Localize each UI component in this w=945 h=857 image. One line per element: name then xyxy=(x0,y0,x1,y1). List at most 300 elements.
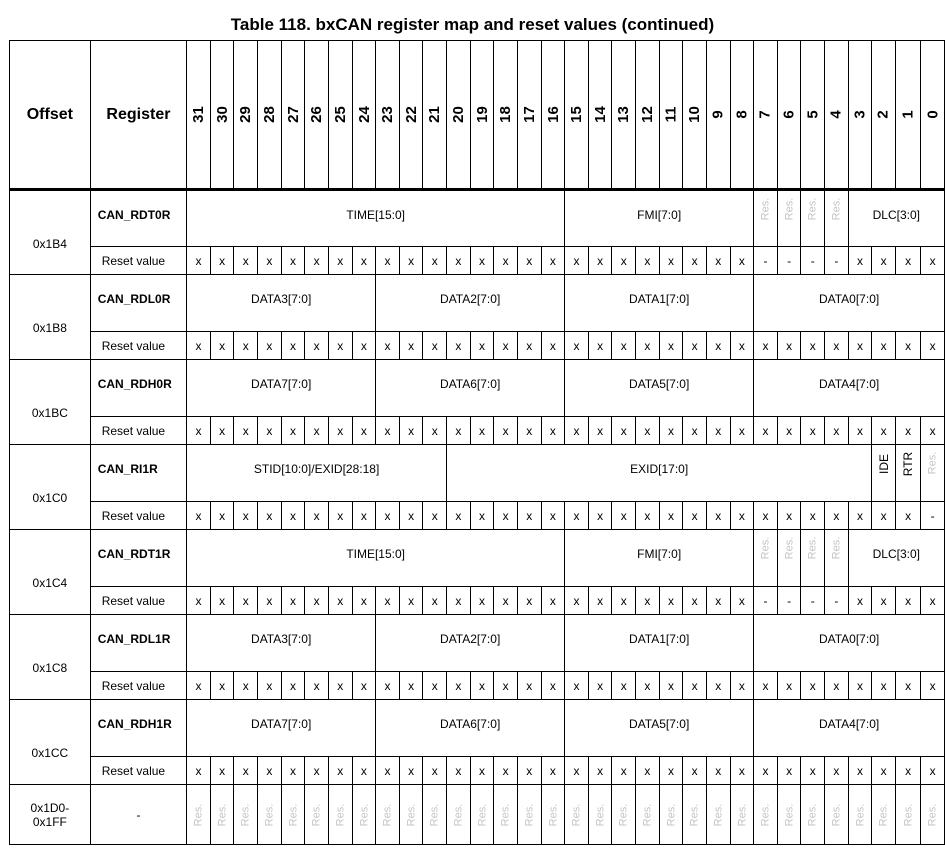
reset-bit: x xyxy=(210,332,234,360)
bit-header-3 xyxy=(848,41,872,190)
reset-bit: x xyxy=(565,247,589,275)
reset-bit: x xyxy=(706,247,730,275)
reset-bit: x xyxy=(565,587,589,615)
reset-bit: x xyxy=(921,332,945,360)
reset-bit: x xyxy=(234,757,258,785)
reset-bit: x xyxy=(328,587,352,615)
bit-header-9 xyxy=(706,41,730,190)
reset-bit: x xyxy=(825,502,849,530)
bit-field: DATA2[7:0] xyxy=(376,275,565,332)
reset-bit: x xyxy=(921,672,945,700)
table-caption: Table 118. bxCAN register map and reset values (continued) xyxy=(230,15,715,34)
reset-bit: x xyxy=(210,757,234,785)
reset-bit: x xyxy=(872,587,896,615)
reset-bit: x xyxy=(234,247,258,275)
register-name: CAN_RDH0R xyxy=(90,360,186,417)
reset-bit: x xyxy=(281,757,305,785)
reset-bit: x xyxy=(683,247,707,275)
reset-bit: x xyxy=(659,502,683,530)
reset-bit: x xyxy=(258,332,282,360)
bit-number: 24 xyxy=(355,106,373,123)
reset-bit: x xyxy=(872,502,896,530)
reset-bit: x xyxy=(825,417,849,445)
reset-bit: x xyxy=(895,587,920,615)
reset-bit: x xyxy=(659,757,683,785)
reserved-field xyxy=(565,785,589,845)
reset-bit: x xyxy=(777,417,801,445)
reset-bit: x xyxy=(447,587,471,615)
reset-bit: x xyxy=(872,247,896,275)
bit-number: 10 xyxy=(686,106,704,123)
offset-cell: 0x1C8 xyxy=(10,615,91,700)
bit-number: 28 xyxy=(260,106,278,123)
reset-bit: x xyxy=(588,332,612,360)
reset-bit: x xyxy=(423,502,447,530)
reset-bit: - xyxy=(777,247,801,275)
reset-bit: x xyxy=(423,757,447,785)
register-row xyxy=(10,275,945,332)
reset-bit: x xyxy=(612,757,636,785)
reset-bit: x xyxy=(683,587,707,615)
reset-bit: x xyxy=(921,587,945,615)
register-map-table xyxy=(9,40,945,845)
reset-bit: x xyxy=(305,587,329,615)
reset-bit: x xyxy=(659,587,683,615)
reset-bit: x xyxy=(921,247,945,275)
reset-bit: x xyxy=(423,332,447,360)
bit-number: 27 xyxy=(284,106,302,123)
reset-bit: x xyxy=(872,672,896,700)
reserved-label: Res. xyxy=(830,197,843,221)
reset-bit: x xyxy=(730,247,754,275)
reset-bit: x xyxy=(399,247,423,275)
reset-bit: x xyxy=(636,672,660,700)
bit-field: FMI[7:0] xyxy=(565,530,754,587)
bit-header-31 xyxy=(187,41,211,190)
reserved-field xyxy=(234,785,258,845)
bit-number: 6 xyxy=(780,110,798,119)
reset-bit: x xyxy=(541,332,565,360)
bit-field: TIME[15:0] xyxy=(187,530,565,587)
reset-bit: x xyxy=(706,332,730,360)
bit-number: 19 xyxy=(473,106,491,123)
reset-bit: x xyxy=(494,757,518,785)
reset-bit: x xyxy=(921,417,945,445)
reset-bit: x xyxy=(305,247,329,275)
reset-bit: x xyxy=(258,672,282,700)
reserved-label: Res. xyxy=(877,803,890,826)
register-header: Register xyxy=(90,41,186,190)
bit-number: 0 xyxy=(924,110,942,119)
reset-bit: x xyxy=(376,332,400,360)
reset-bit: x xyxy=(895,417,920,445)
reserved-field xyxy=(328,785,352,845)
bit-header-28 xyxy=(258,41,282,190)
reserved-field xyxy=(754,190,778,247)
reset-bit: x xyxy=(848,587,872,615)
reset-bit: x xyxy=(352,332,376,360)
bit-field: DATA4[7:0] xyxy=(754,700,945,757)
bit-number: 7 xyxy=(756,110,774,119)
reserved-field xyxy=(376,785,400,845)
reset-bit: x xyxy=(376,417,400,445)
reset-bit: x xyxy=(612,332,636,360)
reserved-label: Res. xyxy=(334,803,347,826)
reset-bit: x xyxy=(706,502,730,530)
reset-bit: x xyxy=(825,757,849,785)
bit-header-5 xyxy=(801,41,825,190)
reset-bit: x xyxy=(565,672,589,700)
reserved-label: Res. xyxy=(926,451,939,475)
reset-bit: x xyxy=(872,417,896,445)
reset-bit: x xyxy=(494,417,518,445)
reserved-label: Res. xyxy=(452,803,465,826)
reset-bit: x xyxy=(588,587,612,615)
bit-header-1 xyxy=(895,41,920,190)
reset-bit: x xyxy=(187,417,211,445)
reserved-label: Res. xyxy=(499,803,512,826)
reset-bit: x xyxy=(399,672,423,700)
register-row xyxy=(10,360,945,417)
bit-field: DATA1[7:0] xyxy=(565,615,754,672)
reset-bit: x xyxy=(636,332,660,360)
bit-field: STID[10:0]/EXID[28:18] xyxy=(187,445,447,502)
reserved-field xyxy=(777,785,801,845)
reset-bit: x xyxy=(423,247,447,275)
reset-bit: x xyxy=(588,502,612,530)
reset-bit: x xyxy=(801,332,825,360)
reset-bit: x xyxy=(541,247,565,275)
reset-bit: x xyxy=(187,502,211,530)
bit-field: DATA0[7:0] xyxy=(754,275,945,332)
bit-header-10 xyxy=(683,41,707,190)
reserved-field xyxy=(921,445,945,502)
reset-bit: x xyxy=(234,502,258,530)
reset-bit: x xyxy=(494,332,518,360)
reset-bit: x xyxy=(234,417,258,445)
reset-bit: x xyxy=(730,502,754,530)
reset-bit: x xyxy=(541,417,565,445)
reset-bit: x xyxy=(352,502,376,530)
reset-bit: x xyxy=(683,502,707,530)
register-row xyxy=(10,190,945,247)
reset-bit: x xyxy=(730,587,754,615)
reset-bit: x xyxy=(210,502,234,530)
reset-bit: x xyxy=(659,672,683,700)
reset-bit: x xyxy=(210,587,234,615)
bit-header-24 xyxy=(352,41,376,190)
reset-bit: x xyxy=(777,757,801,785)
reset-bit: x xyxy=(447,247,471,275)
reset-bit: x xyxy=(328,672,352,700)
reset-bit: x xyxy=(588,247,612,275)
reset-bit: x xyxy=(730,332,754,360)
reserved-field xyxy=(423,785,447,845)
reset-bit: x xyxy=(305,332,329,360)
reserved-field xyxy=(659,785,683,845)
reset-bit: x xyxy=(187,587,211,615)
offset-cell: 0x1BC xyxy=(10,360,91,445)
reset-bit: x xyxy=(470,587,494,615)
reset-bit: x xyxy=(447,757,471,785)
reset-bit: x xyxy=(352,247,376,275)
reset-row xyxy=(10,587,945,615)
bit-field: DATA0[7:0] xyxy=(754,615,945,672)
reset-row xyxy=(10,332,945,360)
field-label: RTR xyxy=(901,451,916,477)
reserved-field xyxy=(825,190,849,247)
bit-number: 21 xyxy=(426,106,444,123)
register-name: CAN_RDL1R xyxy=(90,615,186,672)
register-row xyxy=(10,445,945,502)
reset-bit: x xyxy=(352,757,376,785)
reserved-label: Res. xyxy=(357,803,370,826)
reset-bit: x xyxy=(683,672,707,700)
reserved-field xyxy=(399,785,423,845)
reserved-label: Res. xyxy=(783,803,796,826)
reset-bit: x xyxy=(895,247,920,275)
reserved-field xyxy=(636,785,660,845)
reserved-field xyxy=(612,785,636,845)
bit-field: DATA5[7:0] xyxy=(565,360,754,417)
reset-bit: x xyxy=(258,417,282,445)
bit-field: DATA7[7:0] xyxy=(187,360,376,417)
reset-bit: x xyxy=(777,502,801,530)
reset-bit: x xyxy=(210,247,234,275)
bit-header-26 xyxy=(305,41,329,190)
reset-bit: x xyxy=(541,587,565,615)
offset-cell: 0x1D0- 0x1FF xyxy=(10,785,91,845)
bit-header-27 xyxy=(281,41,305,190)
reset-bit: x xyxy=(801,417,825,445)
reserved-label: Res. xyxy=(712,803,725,826)
bit-number: 20 xyxy=(449,106,467,123)
reserved-label: Res. xyxy=(759,536,772,560)
reset-bit: x xyxy=(754,757,778,785)
reserved-label: Res. xyxy=(830,803,843,826)
reset-bit: x xyxy=(565,332,589,360)
reset-bit: x xyxy=(612,672,636,700)
reserved-field xyxy=(281,785,305,845)
bit-number: 16 xyxy=(544,106,562,123)
reserved-label: Res. xyxy=(263,803,276,826)
reset-bit: x xyxy=(730,672,754,700)
bit-header-8 xyxy=(730,41,754,190)
bit-field: DATA3[7:0] xyxy=(187,615,376,672)
reserved-field xyxy=(470,785,494,845)
register-name: - xyxy=(90,785,186,845)
reserved-label: Res. xyxy=(192,803,205,826)
reset-bit: x xyxy=(612,587,636,615)
reset-bit: x xyxy=(517,672,541,700)
bit-number: 8 xyxy=(733,110,751,119)
bit-field: FMI[7:0] xyxy=(565,190,754,247)
reset-value-label: Reset value xyxy=(90,417,186,445)
reserved-label: Res. xyxy=(428,803,441,826)
reset-bit: x xyxy=(305,417,329,445)
reset-value-label: Reset value xyxy=(90,757,186,785)
bit-field: DATA4[7:0] xyxy=(754,360,945,417)
reset-bit: x xyxy=(659,332,683,360)
bit-header-13 xyxy=(612,41,636,190)
reset-bit: x xyxy=(423,672,447,700)
reserved-label: Res. xyxy=(546,803,559,826)
reset-bit: x xyxy=(825,332,849,360)
bit-number: 22 xyxy=(402,106,420,123)
bit-header-0 xyxy=(921,41,945,190)
reset-bit: x xyxy=(848,672,872,700)
reset-bit: - xyxy=(921,502,945,530)
bit-number: 2 xyxy=(875,110,893,119)
bit-header-2 xyxy=(872,41,896,190)
reset-bit: x xyxy=(376,672,400,700)
reset-bit: x xyxy=(470,417,494,445)
bit-header-17 xyxy=(517,41,541,190)
register-name: CAN_RDT1R xyxy=(90,530,186,587)
reserved-label: Res. xyxy=(405,803,418,826)
reset-bit: x xyxy=(234,332,258,360)
bit-number: 31 xyxy=(189,106,207,123)
reset-bit: x xyxy=(517,757,541,785)
reset-bit: x xyxy=(517,332,541,360)
reset-bit: x xyxy=(399,587,423,615)
bit-header-29 xyxy=(234,41,258,190)
reset-bit: x xyxy=(612,502,636,530)
reset-bit: x xyxy=(210,672,234,700)
reset-bit: x xyxy=(328,332,352,360)
reset-bit: x xyxy=(494,247,518,275)
bit-field: DATA5[7:0] xyxy=(565,700,754,757)
reserved-label: Res. xyxy=(806,803,819,826)
reset-bit: x xyxy=(352,587,376,615)
reserved-label: Res. xyxy=(239,803,252,826)
reset-bit: x xyxy=(305,757,329,785)
reset-bit: x xyxy=(494,502,518,530)
offset-cell: 0x1CC xyxy=(10,700,91,785)
reset-bit: x xyxy=(517,417,541,445)
reset-bit: x xyxy=(730,417,754,445)
reset-bit: x xyxy=(848,757,872,785)
reset-bit: x xyxy=(470,332,494,360)
reset-bit: x xyxy=(423,417,447,445)
reserved-label: Res. xyxy=(617,803,630,826)
register-row xyxy=(10,700,945,757)
reset-bit: x xyxy=(872,757,896,785)
reserved-label: Res. xyxy=(475,803,488,826)
reset-bit: x xyxy=(328,417,352,445)
reset-bit: x xyxy=(399,332,423,360)
bit-header-30 xyxy=(210,41,234,190)
bit-number: 29 xyxy=(237,106,255,123)
bit-header-14 xyxy=(588,41,612,190)
reserved-field xyxy=(801,785,825,845)
reset-bit: x xyxy=(706,417,730,445)
bit-field: DATA7[7:0] xyxy=(187,700,376,757)
reset-bit: - xyxy=(801,587,825,615)
bit-number: 5 xyxy=(804,110,822,119)
reset-bit: x xyxy=(376,757,400,785)
bit-header-19 xyxy=(470,41,494,190)
reset-bit: x xyxy=(825,672,849,700)
reset-value-label: Reset value xyxy=(90,247,186,275)
reset-bit: x xyxy=(305,672,329,700)
reset-bit: x xyxy=(872,332,896,360)
reset-bit: - xyxy=(754,247,778,275)
bit-field: DLC[3:0] xyxy=(848,530,944,587)
offset-cell: 0x1C0 xyxy=(10,445,91,530)
bit-header-23 xyxy=(376,41,400,190)
reserved-row xyxy=(10,785,945,845)
reset-bit: x xyxy=(234,587,258,615)
reset-value-label: Reset value xyxy=(90,502,186,530)
reset-bit: x xyxy=(636,757,660,785)
table-body xyxy=(10,190,945,845)
reset-bit: x xyxy=(470,502,494,530)
reserved-label: Res. xyxy=(664,803,677,826)
reserved-label: Res. xyxy=(783,197,796,221)
reset-bit: x xyxy=(659,417,683,445)
reset-bit: x xyxy=(210,417,234,445)
bit-number: 13 xyxy=(615,106,633,123)
reset-bit: x xyxy=(258,502,282,530)
bit-number: 17 xyxy=(520,106,538,123)
reset-bit: x xyxy=(305,502,329,530)
reset-row xyxy=(10,757,945,785)
reserved-label: Res. xyxy=(688,803,701,826)
reset-row xyxy=(10,502,945,530)
bit-header-20 xyxy=(447,41,471,190)
reserved-field xyxy=(848,785,872,845)
reset-bit: x xyxy=(895,672,920,700)
bit-number: 26 xyxy=(308,106,326,123)
reserved-field xyxy=(494,785,518,845)
reset-bit: x xyxy=(921,757,945,785)
bit-field: DATA1[7:0] xyxy=(565,275,754,332)
bit-number: 9 xyxy=(709,110,727,119)
bit-number: 12 xyxy=(638,106,656,123)
reset-bit: x xyxy=(541,502,565,530)
reserved-label: Res. xyxy=(806,197,819,221)
reset-bit: x xyxy=(706,587,730,615)
reset-bit: x xyxy=(801,672,825,700)
field-label: IDE xyxy=(876,453,891,475)
reset-bit: x xyxy=(848,247,872,275)
reset-bit: x xyxy=(777,332,801,360)
reset-bit: x xyxy=(470,247,494,275)
bit-field: DATA6[7:0] xyxy=(376,700,565,757)
reserved-field xyxy=(872,785,896,845)
reset-bit: x xyxy=(565,757,589,785)
bit-number: 14 xyxy=(591,106,609,123)
bit-field: TIME[15:0] xyxy=(187,190,565,247)
register-name: CAN_RDH1R xyxy=(90,700,186,757)
reserved-label: Res. xyxy=(806,536,819,560)
bit-number: 15 xyxy=(567,106,585,123)
reserved-label: Res. xyxy=(783,536,796,560)
reset-bit: x xyxy=(683,757,707,785)
reserved-label: Res. xyxy=(830,536,843,560)
reserved-field xyxy=(777,530,801,587)
reset-bit: x xyxy=(187,332,211,360)
reset-bit: x xyxy=(848,502,872,530)
reset-bit: x xyxy=(588,672,612,700)
reset-bit: x xyxy=(754,332,778,360)
bit-field: DLC[3:0] xyxy=(848,190,944,247)
bit-field: DATA3[7:0] xyxy=(187,275,376,332)
reset-bit: x xyxy=(258,757,282,785)
bit-header-12 xyxy=(636,41,660,190)
reserved-field xyxy=(588,785,612,845)
